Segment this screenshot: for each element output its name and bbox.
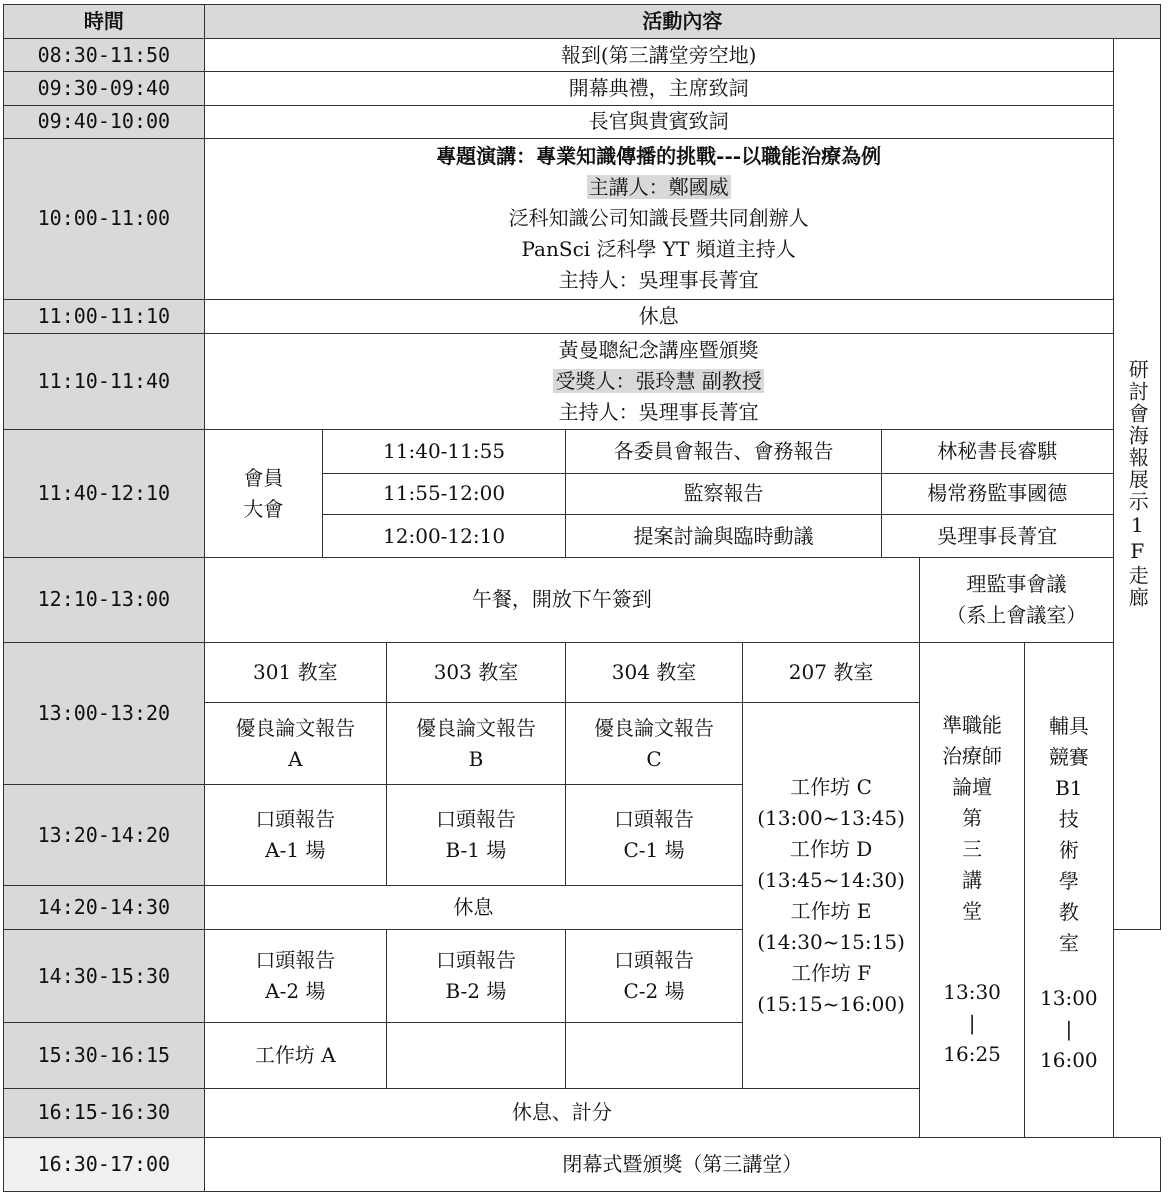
empty-cell [386,1022,565,1088]
time-cell: 12:10-13:00 [4,558,205,642]
board-meeting: 理監事會議 （系上會議室） [920,558,1114,642]
empty-cell [566,1022,743,1088]
row-closing [4,1137,1161,1191]
keynote-bio-2: PanSci 泛科學 YT 頻道主持人 [521,237,796,262]
closing-text: 閉幕式暨頒獎（第三講堂） [204,1137,1160,1191]
row-checkin [4,39,1161,72]
time-cell: 10:00-11:00 [4,138,205,299]
header-row [4,5,1161,39]
memorial-host: 主持人：吳理事長菁宜 [558,400,759,425]
keynote-bio-1: 泛科知識公司知識長暨共同創辦人 [508,206,809,231]
memorial-title: 黃曼聰紀念講座暨頒獎 [558,338,759,363]
scoring-text: 休息、計分 [204,1089,919,1137]
assembly-item-time: 11:40-11:55 [323,430,566,473]
room-301: 301 教室 [204,642,386,702]
time-cell: 08:30-11:50 [4,39,205,72]
assembly-item-topic: 監察報告 [566,473,882,514]
memorial-awardee: 受獎人：張玲慧 副教授 [555,369,762,394]
row-assembly-1 [4,430,1161,473]
workshops-207: 工作坊 C (13:00~13:45) 工作坊 D (13:45~14:30) 工作坊 E (14:30~15:15) 工作坊 F (15:15~16:00) [743,703,920,1089]
room-303: 303 教室 [386,642,565,702]
time-cell: 16:30-17:00 [4,1137,205,1191]
assembly-item-time: 11:55-12:00 [323,473,566,514]
checkin-text: 報到(第三講堂旁空地) [204,39,1113,72]
header-time: 時間 [4,5,205,39]
time-cell: 11:40-12:10 [4,430,205,558]
oral-c1: 口頭報告 C-1 場 [566,785,743,886]
time-cell: 13:00-13:20 [4,642,205,785]
guest-speech-text: 長官與貴賓致詞 [204,105,1113,138]
time-cell: 13:20-14:20 [4,785,205,886]
oral-c2: 口頭報告 C-2 場 [566,930,743,1023]
time-cell: 16:15-16:30 [4,1089,205,1137]
time-cell: 14:30-15:30 [4,930,205,1023]
assembly-item-person: 林秘書長睿騏 [882,430,1114,473]
paper-a: 優良論文報告 A [204,703,386,785]
oral-a2: 口頭報告 A-2 場 [204,930,386,1023]
break-2-text: 休息 [204,886,742,930]
room-304: 304 教室 [566,642,743,702]
time-cell: 11:00-11:10 [4,299,205,333]
row-keynote [4,138,1161,299]
assembly-item-topic: 各委員會報告、會務報告 [566,430,882,473]
poster-display: 研討會海報展示1F走廊 [1113,39,1160,930]
row-break [4,299,1161,333]
row-rooms [4,642,1161,702]
assembly-item-person: 吳理事長菁宜 [882,514,1114,557]
assembly-item-topic: 提案討論與臨時動議 [566,514,882,557]
schedule-table [3,4,1161,1192]
time-cell: 11:10-11:40 [4,333,205,430]
room-207: 207 教室 [743,642,920,702]
row-lunch [4,558,1161,642]
time-cell: 15:30-16:15 [4,1022,205,1088]
memorial-cell [204,333,1113,430]
row-opening [4,72,1161,105]
assembly-item-time: 12:00-12:10 [323,514,566,557]
opening-text: 開幕典禮，主席致詞 [204,72,1113,105]
oral-a1: 口頭報告 A-1 場 [204,785,386,886]
break-text: 休息 [204,299,1113,333]
assistive-device-cell: 輔具 競賽 B1 技 術 學 教 室 13:00 | 16:00 [1025,642,1114,1137]
row-memorial-lecture [4,333,1161,430]
oral-b2: 口頭報告 B-2 場 [386,930,565,1023]
time-cell: 09:30-09:40 [4,72,205,105]
paper-c: 優良論文報告 C [566,703,743,785]
header-content: 活動內容 [204,5,1160,39]
keynote-speaker: 主講人：鄭國威 [588,175,729,200]
keynote-title: 專題演講：專業知識傳播的挑戰---以職能治療為例 [436,144,882,169]
row-guest-speech [4,105,1161,138]
keynote-host: 主持人：吳理事長菁宜 [558,268,759,293]
assembly-item-person: 楊常務監事國德 [882,473,1114,514]
oral-b1: 口頭報告 B-1 場 [386,785,565,886]
paper-b: 優良論文報告 B [386,703,565,785]
lunch-text: 午餐，開放下午簽到 [204,558,919,642]
forum-cell: 準職能 治療師 論壇 第 三 講 堂 13:30 | 16:25 [920,642,1025,1137]
assembly-label: 會員 大會 [204,430,322,558]
time-cell: 09:40-10:00 [4,105,205,138]
time-cell: 14:20-14:30 [4,886,205,930]
keynote-cell [204,138,1113,299]
workshop-a: 工作坊 A [204,1022,386,1088]
